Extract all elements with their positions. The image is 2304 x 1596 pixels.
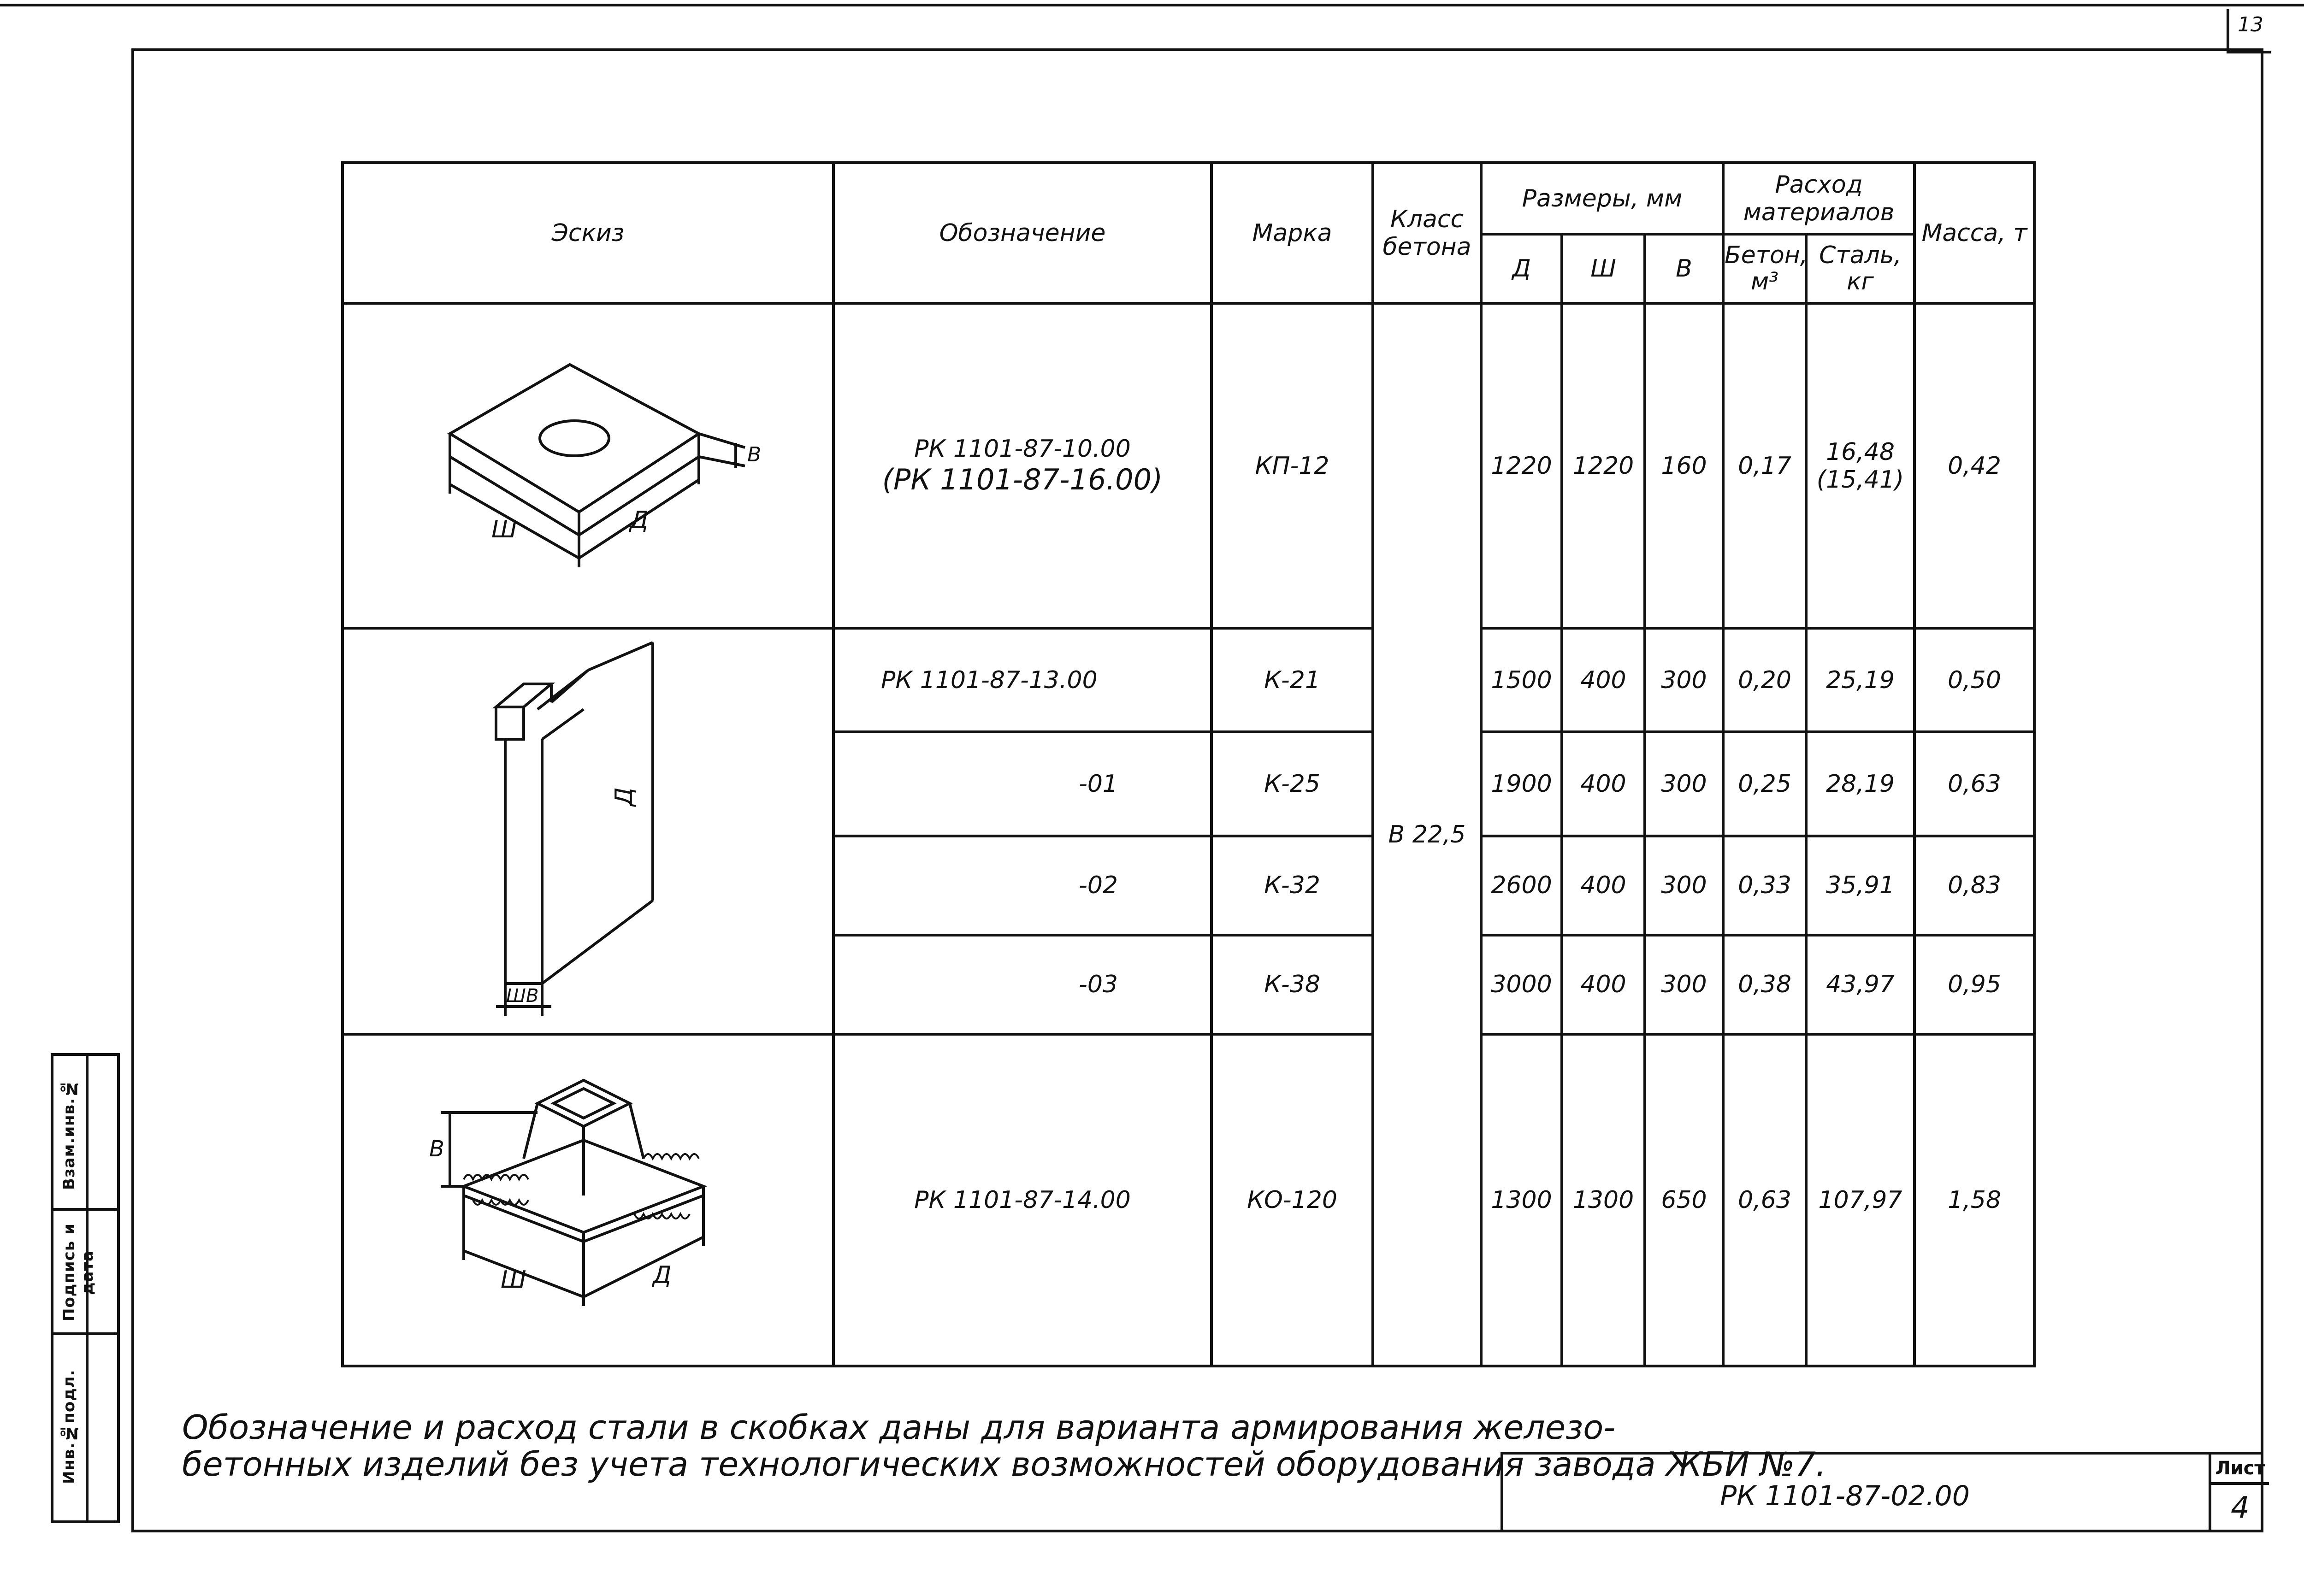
page-number: 13 — [2238, 13, 2263, 36]
row1-mark: КП-12 — [1211, 303, 1373, 628]
header-materials: Расход материалов — [1723, 163, 1914, 234]
row5-concrete: 0,38 — [1723, 935, 1806, 1034]
header-concrete-class: Класс бетона — [1373, 163, 1481, 303]
column-sketch-image — [468, 633, 708, 1030]
row3-concrete: 0,25 — [1723, 732, 1806, 836]
row4-v: 300 — [1645, 836, 1723, 935]
title-block — [1501, 1452, 2263, 1532]
row6-v: 650 — [1645, 1034, 1723, 1366]
sheet-box — [2209, 1455, 2269, 1532]
document-code: РК 1101-87-02.00 — [1720, 1480, 1970, 1512]
row1-mass: 0,42 — [1914, 303, 2034, 628]
row2-d: 1500 — [1481, 628, 1562, 732]
sketch-plate — [343, 303, 833, 628]
specification-table — [341, 161, 2036, 1367]
row5-steel: 43,97 — [1806, 935, 1914, 1034]
replaced-inv-label: Взам.инв.№ — [60, 1078, 78, 1190]
row3-v: 300 — [1645, 732, 1723, 836]
row6-mark: КО-120 — [1211, 1034, 1373, 1366]
column-d-label: Д — [610, 787, 638, 806]
row4-mass: 0,83 — [1914, 836, 2034, 935]
row4-designation: -02 — [833, 836, 1211, 935]
foundation-b-label: В — [429, 1136, 444, 1162]
header-mark: Марка — [1211, 163, 1373, 303]
row3-mark: К-25 — [1211, 732, 1373, 836]
inv-orig-label: Инв.№подл. — [60, 1369, 78, 1484]
row3-sh: 400 — [1562, 732, 1645, 836]
row1-v: 160 — [1645, 303, 1723, 628]
header-dim-v: В — [1645, 234, 1723, 303]
row3-mass: 0,63 — [1914, 732, 2034, 836]
header-mass: Масса, т — [1914, 163, 2034, 303]
sketch-column — [343, 628, 833, 1034]
header-dim-sh: Ш — [1562, 234, 1645, 303]
header-dim-d: Д — [1481, 234, 1562, 303]
row5-mass: 0,95 — [1914, 935, 2034, 1034]
row6-concrete: 0,63 — [1723, 1034, 1806, 1366]
row4-sh: 400 — [1562, 836, 1645, 935]
header-sketch: Эскиз — [343, 163, 833, 303]
table-row — [343, 303, 2034, 628]
header-concrete: Бетон, м³ — [1723, 234, 1806, 303]
row1-designation — [833, 303, 1211, 628]
side-stamp — [51, 1053, 120, 1523]
note-line-1: Обозначение и расход стали в скобках даны для варианта армирования железо- — [182, 1408, 1616, 1447]
row6-mass: 1,58 — [1914, 1034, 2034, 1366]
plate-d-label: Д — [629, 506, 649, 534]
sketch-foundation — [343, 1034, 833, 1366]
row1-steel — [1806, 303, 1914, 628]
row6-steel: 107,97 — [1806, 1034, 1914, 1366]
row5-designation: -03 — [833, 935, 1211, 1034]
row4-d: 2600 — [1481, 836, 1562, 935]
top-edge-line — [0, 4, 2304, 6]
row1-d: 1220 — [1481, 303, 1562, 628]
header-designation: Обозначение — [833, 163, 1211, 303]
row6-sh: 1300 — [1562, 1034, 1645, 1366]
header-dimensions: Размеры, мм — [1481, 163, 1723, 234]
foundation-sketch-image — [385, 1066, 791, 1334]
row4-mark: К-32 — [1211, 836, 1373, 935]
row1-steel-main: 16,48 — [1826, 438, 1895, 466]
foundation-sh-label: Ш — [500, 1266, 526, 1294]
plate-b-label: В — [747, 442, 761, 466]
row3-d: 1900 — [1481, 732, 1562, 836]
row4-steel: 35,91 — [1806, 836, 1914, 935]
row5-mark: К-38 — [1211, 935, 1373, 1034]
row2-mass: 0,50 — [1914, 628, 2034, 732]
sheet-number: 4 — [2231, 1491, 2250, 1525]
row1-designation-alt: (РК 1101-87-16.00) — [882, 463, 1163, 497]
row2-concrete: 0,20 — [1723, 628, 1806, 732]
row1-steel-alt: (15,41) — [1816, 465, 1904, 494]
plate-sketch-image — [413, 346, 763, 586]
row5-sh: 400 — [1562, 935, 1645, 1034]
row2-v: 300 — [1645, 628, 1723, 732]
row6-designation: РК 1101-87-14.00 — [833, 1034, 1211, 1366]
table-row — [343, 1034, 2034, 1366]
row2-sh: 400 — [1562, 628, 1645, 732]
row2-designation: РК 1101-87-13.00 — [833, 628, 1211, 732]
row2-mark: К-21 — [1211, 628, 1373, 732]
sign-date-label: Подпись и дата — [60, 1223, 97, 1322]
concrete-class-value: В 22,5 — [1373, 303, 1481, 1366]
row4-concrete: 0,33 — [1723, 836, 1806, 935]
plate-sh-label: Ш — [491, 515, 517, 543]
note-line-2: бетонных изделий без учета технологических возможностей оборудования завода ЖБИ №7. — [182, 1445, 1826, 1484]
row1-sh: 1220 — [1562, 303, 1645, 628]
row6-d: 1300 — [1481, 1034, 1562, 1366]
header-steel: Сталь, кг — [1806, 234, 1914, 303]
row5-v: 300 — [1645, 935, 1723, 1034]
column-sh-label: Ш — [506, 985, 526, 1007]
row3-designation: -01 — [833, 732, 1211, 836]
row2-steel: 25,19 — [1806, 628, 1914, 732]
row1-concrete: 0,17 — [1723, 303, 1806, 628]
page-number-box — [2227, 9, 2271, 53]
sheet-label: Лист — [2211, 1455, 2269, 1485]
foundation-d-label: Д — [652, 1261, 672, 1289]
table-row — [343, 628, 2034, 732]
column-v-label: В — [526, 985, 538, 1007]
row1-designation-main: РК 1101-87-10.00 — [914, 435, 1131, 463]
row5-d: 3000 — [1481, 935, 1562, 1034]
row3-steel: 28,19 — [1806, 732, 1914, 836]
